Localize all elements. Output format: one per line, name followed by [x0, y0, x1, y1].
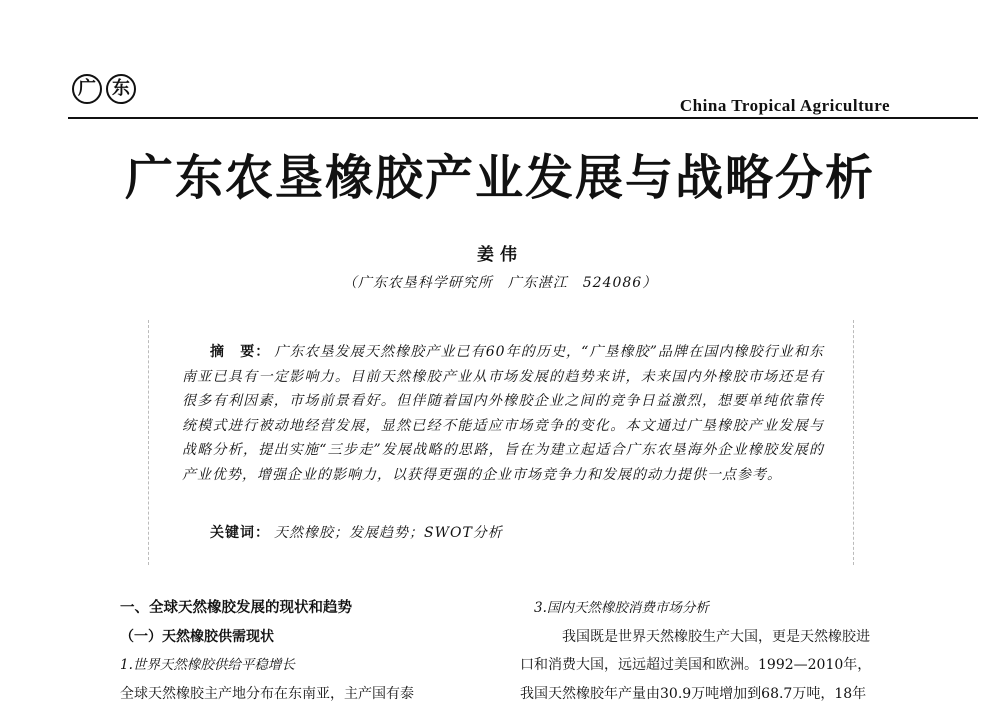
keywords [210, 522, 503, 542]
body-line: 我国天然橡胶年产量由30.9万吨增加到68.7万吨，18年 [520, 680, 920, 708]
badge-char-2: 东 [106, 74, 136, 104]
abstract-label: 摘 要： [210, 344, 270, 360]
paper-title: 广东农垦橡胶产业发展与战略分析 [0, 152, 1000, 205]
keywords-label: 关键词： [210, 525, 270, 541]
journal-column-badge [72, 74, 136, 104]
sub-heading: （一）天然橡胶供需现状 [120, 623, 486, 652]
author-name: 姜伟 [0, 240, 1000, 265]
body-line: 全球天然橡胶主产地分布在东南亚，主产国有泰 [120, 680, 486, 708]
body-column-right [520, 594, 920, 708]
subsub-heading: 1.世界天然橡胶供给平稳增长 [120, 651, 486, 680]
author-affiliation: （广东农垦科学研究所 广东湛江 524086） [0, 272, 1000, 292]
body-line: 我国既是世界天然橡胶生产大国，更是天然橡胶进 [562, 623, 920, 652]
journal-name: China Tropical Agriculture [680, 96, 890, 116]
section-heading: 一、全球天然橡胶发展的现状和趋势 [120, 594, 486, 623]
body-column-left [106, 594, 486, 708]
abstract-body: 广东农垦发展天然橡胶产业已有60年的历史，“广垦橡胶”品牌在国内橡胶行业和东南亚已具有一定影响力。目前天然橡胶产业从市场发展的趋势来讲，未来国内外橡胶市场还是有很多有利因素，市场前景看好。但伴随着国内外橡胶企业之间的竞争日益激烈，想要单纯依靠传统模式进行被动地经营发展，显然已经不能适应市场竞争的变化。本文通过广垦橡胶产业发展与战略分析，提出实施“三步走”发展战略的思路，旨在为建立起适合广东农垦海外企业橡胶发展的产业优势，增强企业的影响力，以获得更强的企业市场竞争力和发展的动力提供一点参考。 [182, 344, 824, 483]
body-line: 口和消费大国，远远超过美国和欧洲。1992—2010年， [520, 651, 920, 680]
abstract [182, 340, 824, 487]
keywords-list: 天然橡胶；发展趋势；SWOT分析 [274, 525, 503, 541]
header-rule [68, 117, 978, 119]
subsub-heading: 3.国内天然橡胶消费市场分析 [534, 594, 920, 623]
badge-char-1: 广 [72, 74, 102, 104]
